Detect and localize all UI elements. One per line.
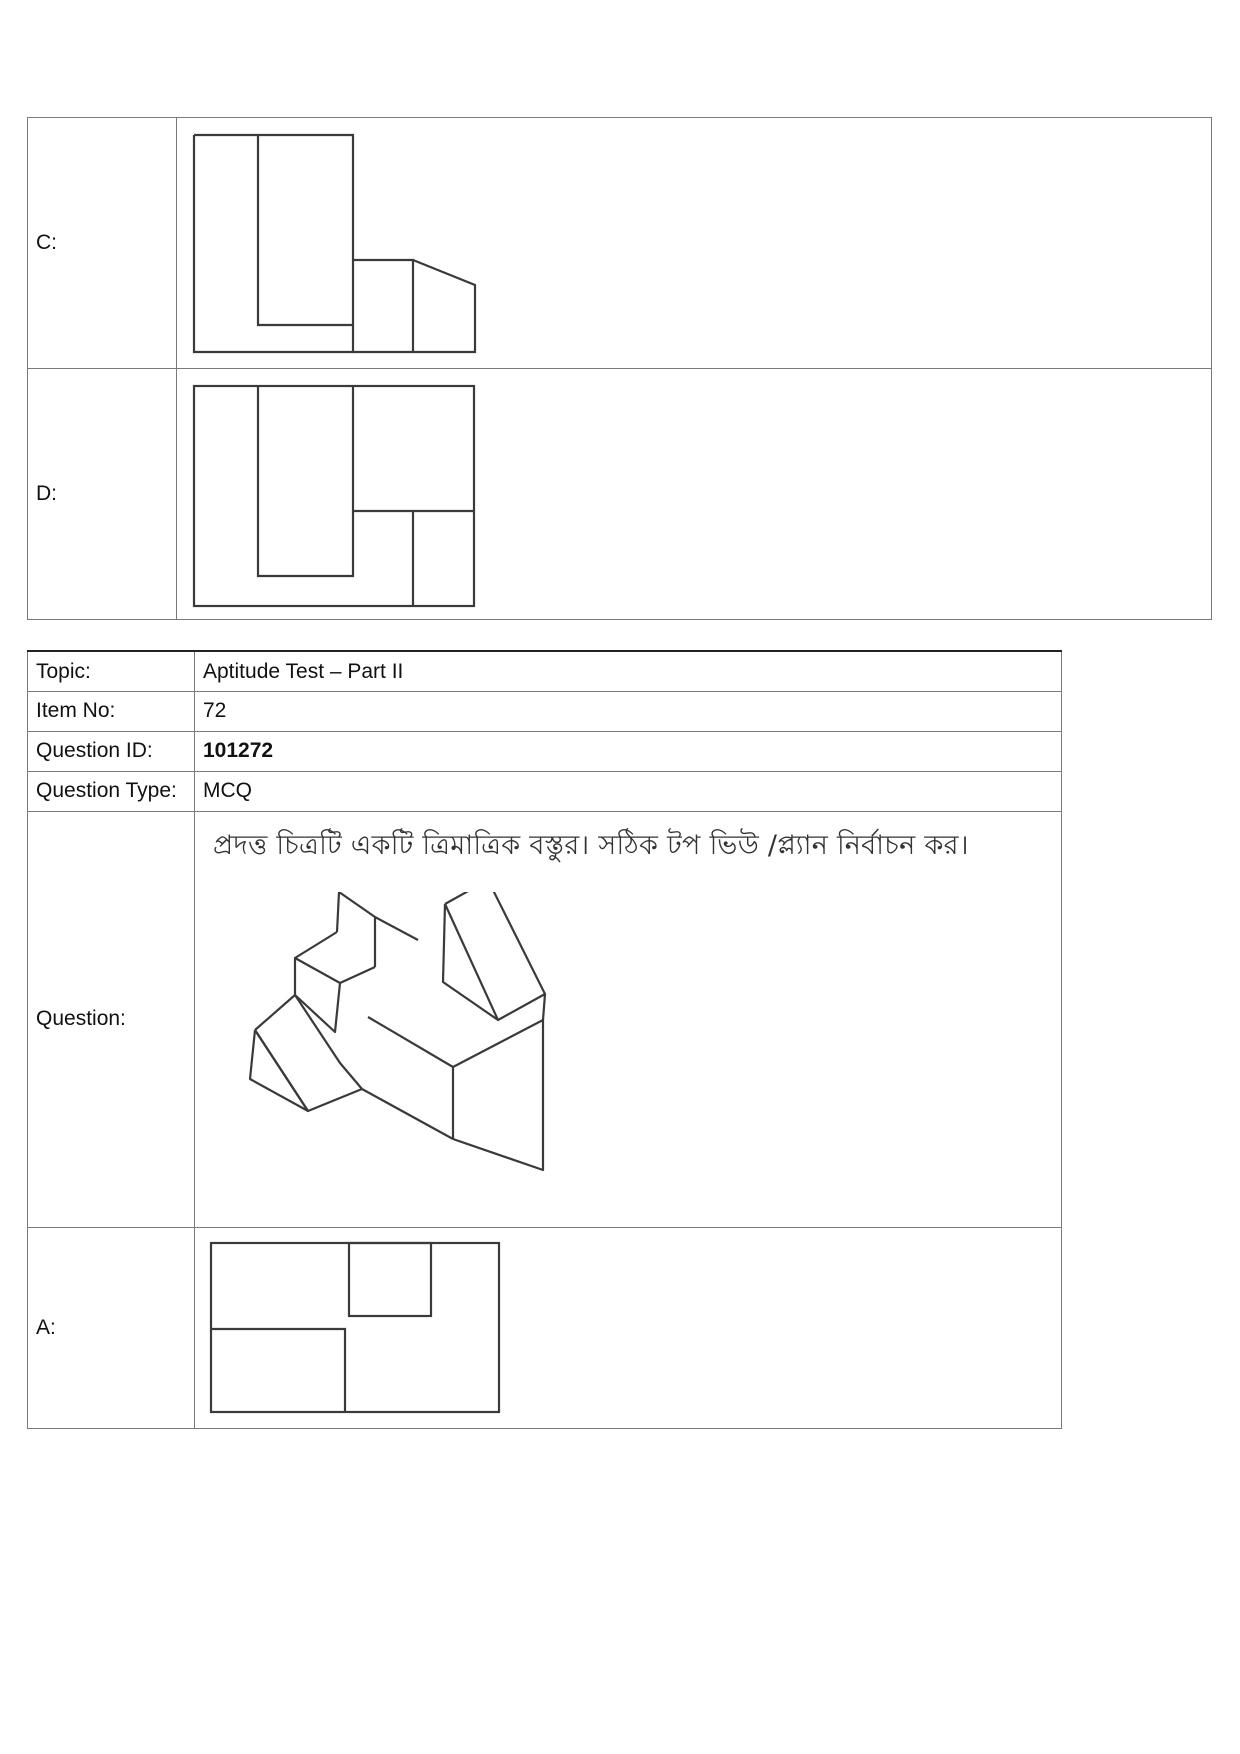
topic-label: Topic: <box>28 651 195 691</box>
option-label-d: D: <box>28 369 177 620</box>
option-label-a: A: <box>28 1227 195 1428</box>
meta-row-qid <box>28 731 1062 771</box>
meta-row-qtype <box>28 771 1062 811</box>
question-row <box>28 811 1062 1227</box>
question-type-value: MCQ <box>195 771 1062 811</box>
meta-row-item <box>28 691 1062 731</box>
option-row-a <box>28 1227 1062 1428</box>
question-label: Question: <box>28 811 195 1227</box>
topic-value: Aptitude Test – Part II <box>195 651 1062 691</box>
option-label-c: C: <box>28 118 177 369</box>
options-table-top <box>27 117 1212 620</box>
question-type-label: Question Type: <box>28 771 195 811</box>
item-no-value: 72 <box>195 691 1062 731</box>
option-figure-d <box>177 369 1212 620</box>
question-id-label: Question ID: <box>28 731 195 771</box>
question-content <box>195 811 1062 1227</box>
option-figure-c <box>177 118 1212 369</box>
option-row-c <box>28 118 1212 369</box>
question-id-value: 101272 <box>195 731 1062 771</box>
meta-row-topic <box>28 651 1062 691</box>
question-table <box>27 650 1062 1429</box>
option-a-drawing <box>209 1240 509 1420</box>
question-text: প্রদত্ত চিত্রটি একটি ত্রিমাত্রিক বস্তুর। সঠিক টপ ভিউ /প্ল্যান নির্বাচন কর। <box>213 829 969 861</box>
isometric-object-figure <box>215 892 555 1212</box>
option-figure-a <box>195 1227 1062 1428</box>
item-no-label: Item No: <box>28 691 195 731</box>
option-d-drawing <box>189 381 489 611</box>
option-c-drawing <box>189 130 489 360</box>
option-row-d <box>28 369 1212 620</box>
